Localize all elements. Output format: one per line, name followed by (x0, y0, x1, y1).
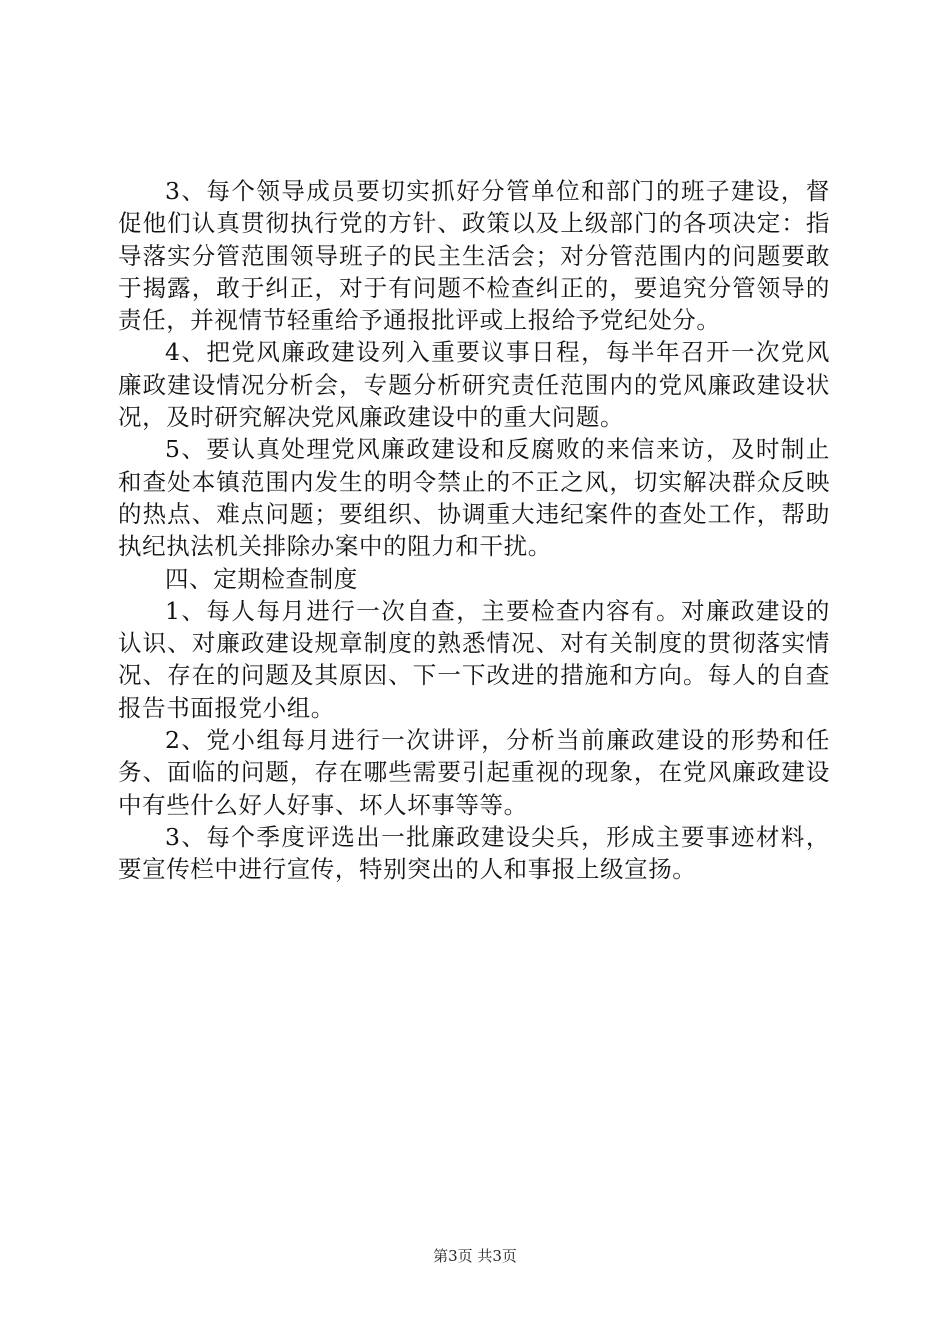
document-body (118, 175, 830, 886)
paragraph-item-4-agenda: 4、把党风廉政建设列入重要议事日程，每半年召开一次党风廉政建设情况分析会，专题分析研究责任范围内的党风廉政建设状况，及时研究解决党风廉政建设中的重大问题。 (118, 338, 830, 432)
paragraph-item-3-leadership: 3、每个领导成员要切实抓好分管单位和部门的班子建设，督促他们认真贯彻执行党的方针、政策以及上级部门的各项决定：指导落实分管范围领导班子的民主生活会；对分管范围内的问题要敢于揭露，敢于纠正，对于有问题不检查纠正的，要追究分管领导的责任，并视情节轻重给予通报批评或上报给予党纪处分。 (118, 177, 830, 335)
paragraph-item-3-quarterly-selection: 3、每个季度评选出一批廉政建设尖兵，形成主要事迹材料，要宣传栏中进行宣传，特别突出的人和事报上级宣扬。 (118, 822, 830, 884)
page-number-footer: 第3页 共3页 (433, 1247, 517, 1265)
paragraph-item-1-self-check: 1、每人每月进行一次自查，主要检查内容有。对廉政建设的认识、对廉政建设规章制度的熟悉情况、对有关制度的贯彻落实情况、存在的问题及其原因、下一下改进的措施和方向。每人的自查报告书面报党小组。 (118, 596, 830, 722)
section-heading-inspection-system: 四、定期检查制度 (165, 564, 358, 593)
paragraph-item-2-group-review: 2、党小组每月进行一次讲评，分析当前廉政建设的形势和任务、面临的问题，存在哪些需要引起重视的现象，在党风廉政建设中有些什么好人好事、坏人坏事等等。 (118, 726, 830, 819)
paragraph-item-5-complaints: 5、要认真处理党风廉政建设和反腐败的来信来访，及时制止和查处本镇范围内发生的明令禁止的不正之风，切实解决群众反映的热点、难点问题；要组织、协调重大违纪案件的查处工作，帮助执纪执法机关排除办案中的阻力和干扰。 (118, 435, 830, 561)
